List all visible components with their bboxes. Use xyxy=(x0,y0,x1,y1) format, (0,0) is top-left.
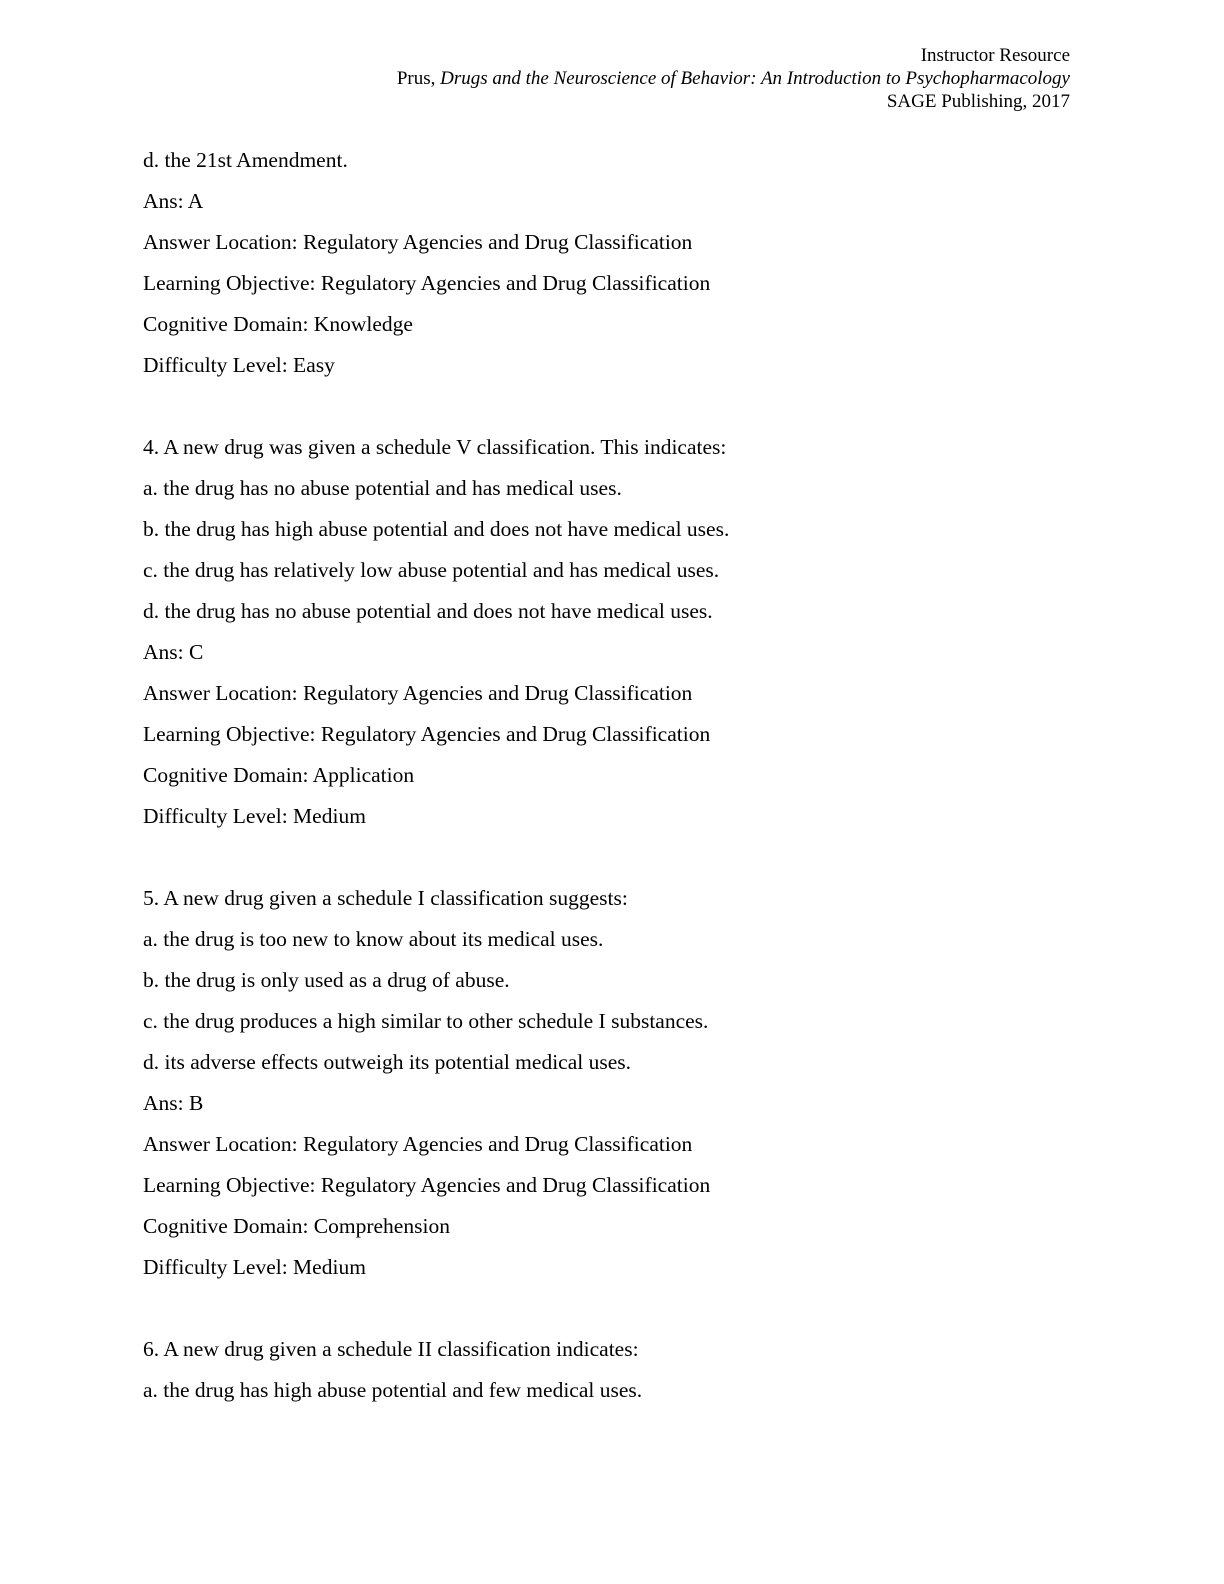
cognitive-domain: Cognitive Domain: Knowledge xyxy=(143,312,413,336)
answer: Ans: B xyxy=(143,1091,204,1115)
question-stem: 4. A new drug was given a schedule V classification. This indicates: xyxy=(143,435,727,459)
spacer xyxy=(143,837,1083,878)
page-header xyxy=(397,44,1070,113)
option-c: c. the drug has relatively low abuse potential and has medical uses. xyxy=(143,558,720,582)
option-d: d. the drug has no abuse potential and does not have medical uses. xyxy=(143,599,713,623)
spacer xyxy=(143,386,1083,427)
difficulty-level: Difficulty Level: Medium xyxy=(143,1255,366,1279)
question-stem: 5. A new drug given a schedule I classification suggests: xyxy=(143,886,628,910)
spacer xyxy=(143,1288,1083,1329)
learning-objective: Learning Objective: Regulatory Agencies and Drug Classification xyxy=(143,722,711,746)
answer-location: Answer Location: Regulatory Agencies and Drug Classification xyxy=(143,1132,693,1156)
option-a: a. the drug has no abuse potential and has medical uses. xyxy=(143,476,622,500)
answer: Ans: A xyxy=(143,189,204,213)
difficulty-level: Difficulty Level: Medium xyxy=(143,804,366,828)
header-resource-label: Instructor Resource xyxy=(920,45,1070,66)
question-3-tail xyxy=(143,140,1083,386)
header-book-title: Drugs and the Neuroscience of Behavior: An Introduction to Psychopharmacology xyxy=(440,68,1070,89)
question-content xyxy=(143,140,1083,1411)
cognitive-domain: Cognitive Domain: Comprehension xyxy=(143,1214,450,1238)
option-b: b. the drug is only used as a drug of abuse. xyxy=(143,968,510,992)
learning-objective: Learning Objective: Regulatory Agencies and Drug Classification xyxy=(143,1173,711,1197)
difficulty-level: Difficulty Level: Easy xyxy=(143,353,335,377)
option-d: d. its adverse effects outweigh its potential medical uses. xyxy=(143,1050,632,1074)
option-a: a. the drug has high abuse potential and few medical uses. xyxy=(143,1378,643,1402)
question-4 xyxy=(143,427,1083,837)
answer-location: Answer Location: Regulatory Agencies and Drug Classification xyxy=(143,681,693,705)
option-b: b. the drug has high abuse potential and does not have medical uses. xyxy=(143,517,730,541)
question-5 xyxy=(143,878,1083,1288)
header-book-citation xyxy=(397,67,1070,90)
answer: Ans: C xyxy=(143,640,204,664)
option-a: a. the drug is too new to know about its medical uses. xyxy=(143,927,604,951)
cognitive-domain: Cognitive Domain: Application xyxy=(143,763,415,787)
header-author: Prus, xyxy=(396,68,441,89)
header-publisher: SAGE Publishing, 2017 xyxy=(886,91,1070,112)
answer-location: Answer Location: Regulatory Agencies and Drug Classification xyxy=(143,230,693,254)
option-d: d. the 21st Amendment. xyxy=(143,148,348,172)
question-6 xyxy=(143,1329,1083,1411)
learning-objective: Learning Objective: Regulatory Agencies and Drug Classification xyxy=(143,271,711,295)
question-stem: 6. A new drug given a schedule II classification indicates: xyxy=(143,1337,639,1361)
option-c: c. the drug produces a high similar to other schedule I substances. xyxy=(143,1009,709,1033)
